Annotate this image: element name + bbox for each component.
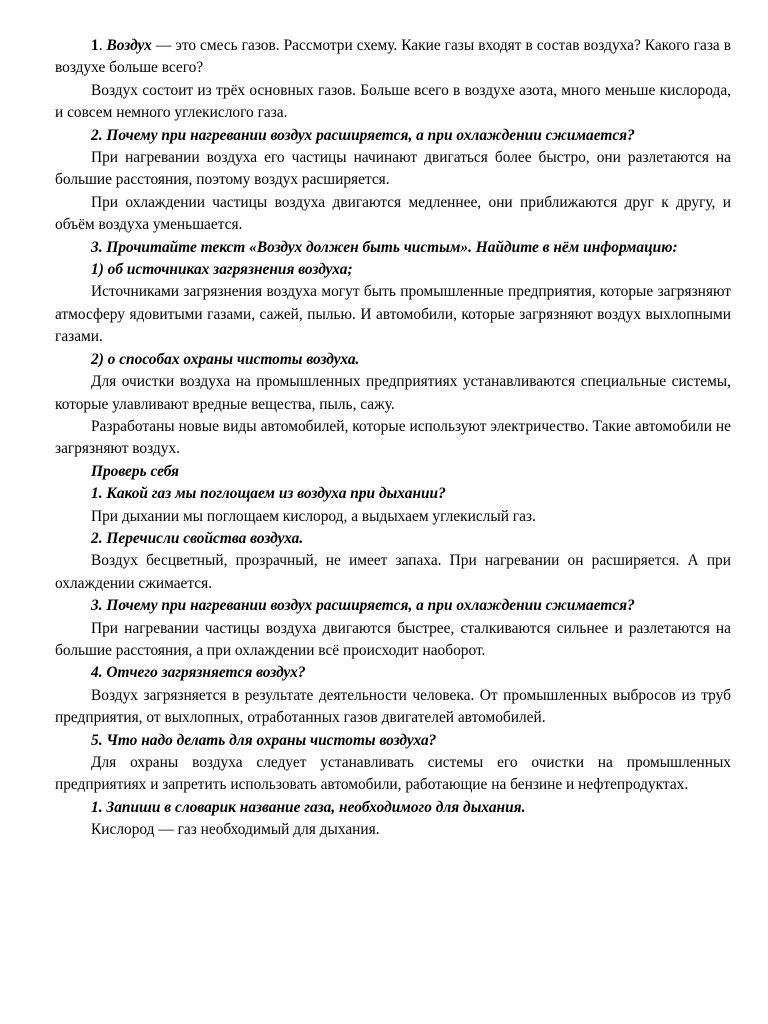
document-page: [55, 35, 731, 842]
check-question-5: 5. Что надо делать для охраны чистоты воздуха?: [91, 731, 437, 749]
check-answer-1: При дыхании мы поглощаем кислород, а выдыхаем углекислый газ.: [91, 507, 536, 525]
check-question-3: 3. Почему при нагревании воздух расширяется, а при охлаждении сжимается?: [91, 597, 635, 615]
question-3-subitem-2: 2) о способах охраны чистоты воздуха.: [91, 350, 360, 368]
answer-3-2b: Разработаны новые виды автомобилей, которые используют электричество. Такие автомобили не загрязняют воздух.: [55, 417, 731, 458]
question-3: 3. Прочитайте текст «Воздух должен быть чистым». Найдите в нём информацию:: [91, 238, 678, 256]
check-answer-3: При нагревании частицы воздуха двигаются быстрее, сталкиваются сильнее и разлетаются на большие расстояния, а при охлаждении всё происходит наоборот.: [55, 619, 731, 659]
check-answer-2: Воздух бесцветный, прозрачный, не имеет запаха. При нагревании он расширяется. А при охлаждении сжимается.: [55, 552, 731, 592]
check-question-2: 2. Перечисли свойства воздуха.: [91, 529, 304, 547]
answer-3-1: Источниками загрязнения воздуха могут быть промышленные предприятия, которые загрязняют атмосферу ядовитыми газами, сажей, пылью. И автомобили, которые загрязняют воздух выхлопными газами.: [55, 283, 731, 346]
answer-2b: При охлаждении частицы воздуха двигаются медленнее, они приближаются друг к другу, и объём воздуха уменьшается.: [55, 193, 731, 234]
answer-2a: При нагревании воздуха его частицы начинают двигаться более быстро, они разлетаются на большие расстояния, поэтому воздух расширяется.: [55, 149, 731, 189]
answer-1: Воздух состоит из трёх основных газов. Больше всего в воздухе азота, много меньше кислорода, и совсем немного углекислого газа.: [55, 81, 731, 122]
task-dictionary: 1. Запиши в словарик название газа, необходимого для дыхания.: [91, 798, 526, 816]
question-number-separator: .: [98, 37, 107, 54]
term-air: Воздух: [106, 37, 152, 54]
check-answer-5: Для охраны воздуха следует устанавливать системы его очистки на промышленных предприятиях и запретить использовать автомобили, работающие на бензине и нефтепродуктах.: [55, 754, 731, 794]
section-heading-self-check: Проверь себя: [91, 462, 179, 480]
question-number: 1: [91, 37, 99, 54]
question-1: [55, 35, 731, 80]
question-1-text: — это смесь газов. Рассмотри схему. Какие газы входят в состав воздуха? Какого газа в воздухе больше всего?: [55, 37, 731, 77]
check-question-4: 4. Отчего загрязняется воздух?: [91, 664, 306, 682]
check-answer-4: Воздух загрязняется в результате деятельности человека. От промышленных выбросов из труб предприятия, от выхлопных, отработанных газов двигателей автомобилей.: [55, 686, 731, 727]
answer-3-2a: Для очистки воздуха на промышленных предприятиях устанавливаются специальные системы, которые улавливают вредные вещества, пыль, сажу.: [55, 373, 731, 413]
check-question-1: 1. Какой газ мы поглощаем из воздуха при дыхании?: [91, 485, 446, 503]
question-2: 2. Почему при нагревании воздух расширяется, а при охлаждении сжимается?: [91, 126, 635, 144]
question-3-subitem-1: 1) об источниках загрязнения воздуха;: [91, 261, 353, 279]
task-dictionary-answer: Кислород — газ необходимый для дыхания.: [91, 821, 380, 839]
